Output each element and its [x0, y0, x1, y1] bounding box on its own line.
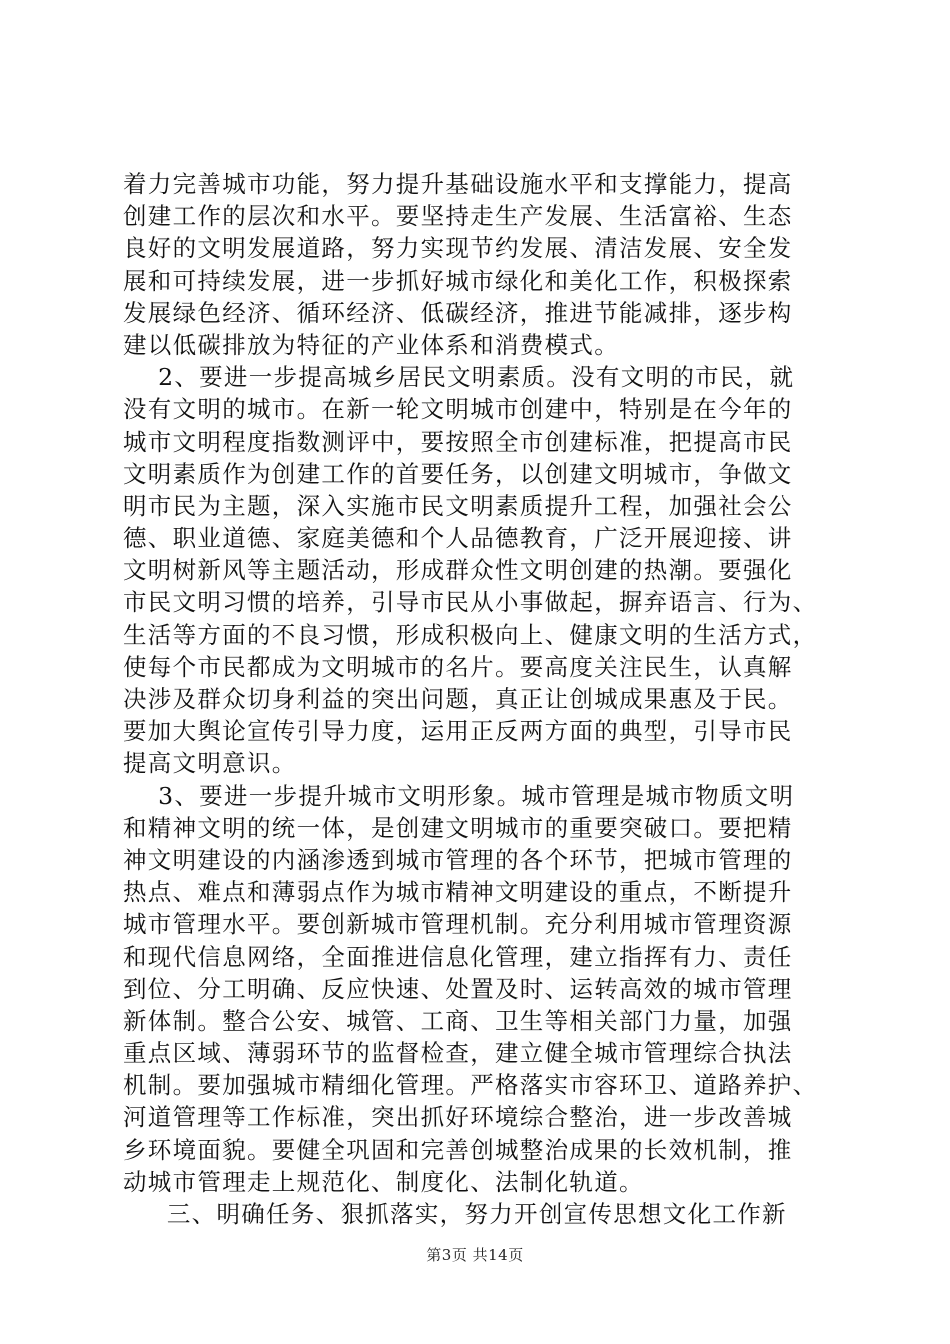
text-line: 创建工作的层次和水平。要坚持走生产发展、生活富裕、生态 — [123, 202, 793, 231]
text-line: 文明素质作为创建工作的首要任务，以创建文明城市，争做文 — [123, 459, 793, 488]
text-line: 神文明建设的内涵渗透到城市管理的各个环节，把城市管理的 — [123, 845, 793, 874]
text-line: 着力完善城市功能，努力提升基础设施水平和支撑能力，提高 — [123, 170, 793, 198]
text-line: 市民文明习惯的培养，引导市民从小事做起，摒弃语言、行为、 — [123, 588, 818, 617]
text-line: 良好的文明发展道路，努力实现节约发展、清洁发展、安全发 — [123, 234, 793, 263]
text-line: 乡环境面貌。要健全巩固和完善创城整治成果的长效机制，推 — [123, 1135, 793, 1164]
text-line: 没有文明的城市。在新一轮文明城市创建中，特别是在今年的 — [123, 395, 793, 424]
text-line: 新体制。整合公安、城管、工商、卫生等相关部门力量，加强 — [123, 1006, 793, 1035]
text-line: 动城市管理走上规范化、制度化、法制化轨道。 — [123, 1167, 644, 1196]
text-line: 和现代信息网络，全面推进信息化管理，建立指挥有力、责任 — [123, 942, 793, 971]
text-line: 提高文明意识。 — [123, 749, 297, 778]
text-line: 城市管理水平。要创新城市管理机制。充分利用城市管理资源 — [123, 910, 793, 939]
page-number-footer: 第3页 共14页 — [426, 1246, 524, 1264]
text-line: 明市民为主题，深入实施市民文明素质提升工程，加强社会公 — [123, 491, 793, 520]
text-line: 生活等方面的不良习惯，形成积极向上、健康文明的生活方式， — [123, 620, 818, 649]
text-line: 和精神文明的统一体，是创建文明城市的重要突破口。要把精 — [123, 813, 793, 842]
text-line: 热点、难点和薄弱点作为城市精神文明建设的重点，不断提升 — [123, 878, 793, 907]
text-line: 城市文明程度指数测评中，要按照全市创建标准，把提高市民 — [123, 427, 793, 456]
text-line: 文明树新风等主题活动，形成群众性文明创建的热潮。要强化 — [123, 556, 793, 585]
text-line: 发展绿色经济、循环经济、低碳经济，推进节能减排，逐步构 — [123, 298, 793, 327]
text-line: 展和可持续发展，进一步抓好城市绿化和美化工作，积极探索 — [123, 266, 793, 295]
text-line: 机制。要加强城市精细化管理。严格落实市容环卫、道路养护、 — [123, 1071, 818, 1100]
text-line: 3、要进一步提升城市文明形象。城市管理是城市物质文明 — [123, 781, 795, 810]
text-line: 要加大舆论宣传引导力度，运用正反两方面的典型，引导市民 — [123, 717, 793, 746]
text-line: 河道管理等工作标准，突出抓好环境综合整治，进一步改善城 — [123, 1103, 793, 1132]
text-line: 三、明确任务、狠抓落实，努力开创宣传思想文化工作新 — [123, 1200, 787, 1228]
text-line: 使每个市民都成为文明城市的名片。要高度关注民生，认真解 — [123, 652, 793, 681]
text-line: 决涉及群众切身利益的突出问题，真正让创城成果惠及于民。 — [123, 685, 793, 713]
text-line: 德、职业道德、家庭美德和个人品德教育，广泛开展迎接、讲 — [123, 524, 793, 553]
text-line: 重点区域、薄弱环节的监督检查，建立健全城市管理综合执法 — [123, 1039, 793, 1068]
document-body — [123, 168, 829, 1230]
text-line: 建以低碳排放为特征的产业体系和消费模式。 — [123, 330, 619, 359]
text-line: 2、要进一步提高城乡居民文明素质。没有文明的市民，就 — [123, 363, 795, 392]
text-line: 到位、分工明确、反应快速、处置及时、运转高效的城市管理 — [123, 974, 793, 1003]
